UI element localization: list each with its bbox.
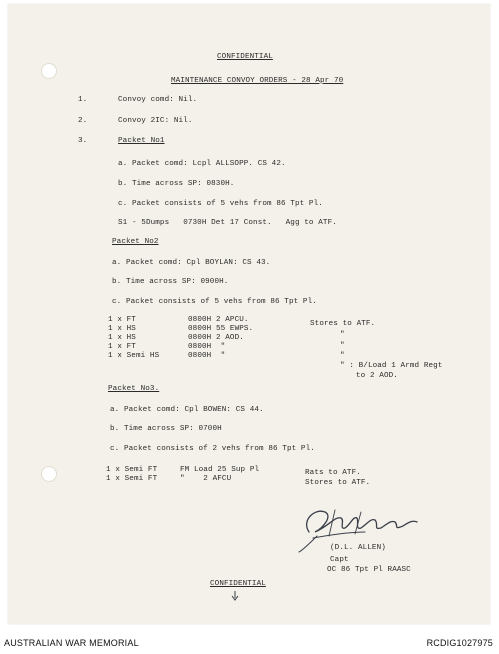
packet3-heading: Packet No3. (108, 385, 160, 393)
packet1-dumps: S1 - 5Dumps 0730H Det 17 Const. Agg to ATF. (118, 219, 337, 227)
packet2-detail-2: 0800H 55 EWPS. (188, 325, 254, 333)
packet2-dest-1: Stores to ATF. (310, 320, 376, 328)
packet1-consists: c. Packet consists of 5 vehs from 86 Tpt Pl. (118, 200, 323, 208)
packet2-consists: c. Packet consists of 5 vehs from 86 Tpt Pl. (112, 298, 317, 306)
signatory-name: (D.L. ALLEN) (330, 544, 386, 552)
packet3-veh-2: 1 x Semi FT (106, 475, 158, 483)
archive-id: RCDIG1027975 (426, 638, 493, 648)
item-number-3: 3. (78, 137, 88, 145)
packet2-detail-4: 0800H " (188, 343, 226, 351)
convoy-2ic: Convoy 2IC: Nil. (118, 117, 193, 125)
packet3-detail-1: FM Load 25 Sup Pl (180, 466, 260, 474)
classification-header: CONFIDENTIAL (217, 53, 273, 61)
packet2-dest-5: " : B/Load 1 Armd Regt (340, 362, 443, 370)
packet3-veh-1: 1 x Semi FT (106, 466, 158, 474)
packet2-dest-2: " (340, 331, 345, 339)
packet2-veh-3: 1 x HS (108, 334, 136, 342)
packet2-detail-3: 0800H 2 AOD. (188, 334, 244, 342)
packet2-dest-3: " (340, 342, 345, 350)
ink-mark-icon (230, 590, 240, 602)
packet2-comd: a. Packet comd: Cpl BOYLAN: CS 43. (112, 259, 271, 267)
item-number-2: 2. (78, 117, 88, 125)
packet3-time: b. Time across SP: 0700H (110, 425, 222, 433)
packet3-dest-1: Rats to ATF. (305, 469, 361, 477)
packet2-time: b. Time across SP: 0900H. (112, 278, 229, 286)
convoy-comd: Convoy comd: Nil. (118, 96, 198, 104)
packet2-veh-1: 1 x FT (108, 316, 136, 324)
punch-hole-bottom (41, 466, 57, 482)
signatory-rank: Capt (330, 556, 349, 564)
punch-hole-top (41, 63, 57, 79)
packet2-detail-5: 0800H " (188, 352, 226, 360)
packet1-time: b. Time across SP: 0830H. (118, 180, 235, 188)
packet2-detail-1: 0800H 2 APCU. (188, 316, 249, 324)
packet2-dest-cont: to 2 AOD. (356, 372, 398, 380)
packet2-veh-4: 1 x FT (108, 343, 136, 351)
document-title: MAINTENANCE CONVOY ORDERS - 28 Apr 70 (171, 77, 344, 85)
packet2-veh-2: 1 x HS (108, 325, 136, 333)
signatory-unit: OC 86 Tpt Pl RAASC (327, 566, 411, 574)
packet1-comd: a. Packet comd: Lcpl ALLSOPP. CS 42. (118, 160, 286, 168)
packet3-comd: a. Packet comd: Cpl BOWEN: CS 44. (110, 406, 264, 414)
packet3-dest-2: Stores to ATF. (305, 479, 371, 487)
packet3-consists: c. Packet consists of 2 vehs from 86 Tpt Pl. (110, 445, 315, 453)
packet2-dest-4: " (340, 352, 345, 360)
archive-label: AUSTRALIAN WAR MEMORIAL (4, 638, 139, 648)
item-number-1: 1. (78, 96, 88, 104)
packet2-heading: Packet No2 (112, 238, 159, 246)
packet1-heading: Packet No1 (118, 137, 165, 145)
packet2-veh-5: 1 x Semi HS (108, 352, 160, 360)
packet3-detail-2: " 2 AFCU (180, 475, 232, 483)
classification-footer: CONFIDENTIAL (210, 580, 266, 588)
